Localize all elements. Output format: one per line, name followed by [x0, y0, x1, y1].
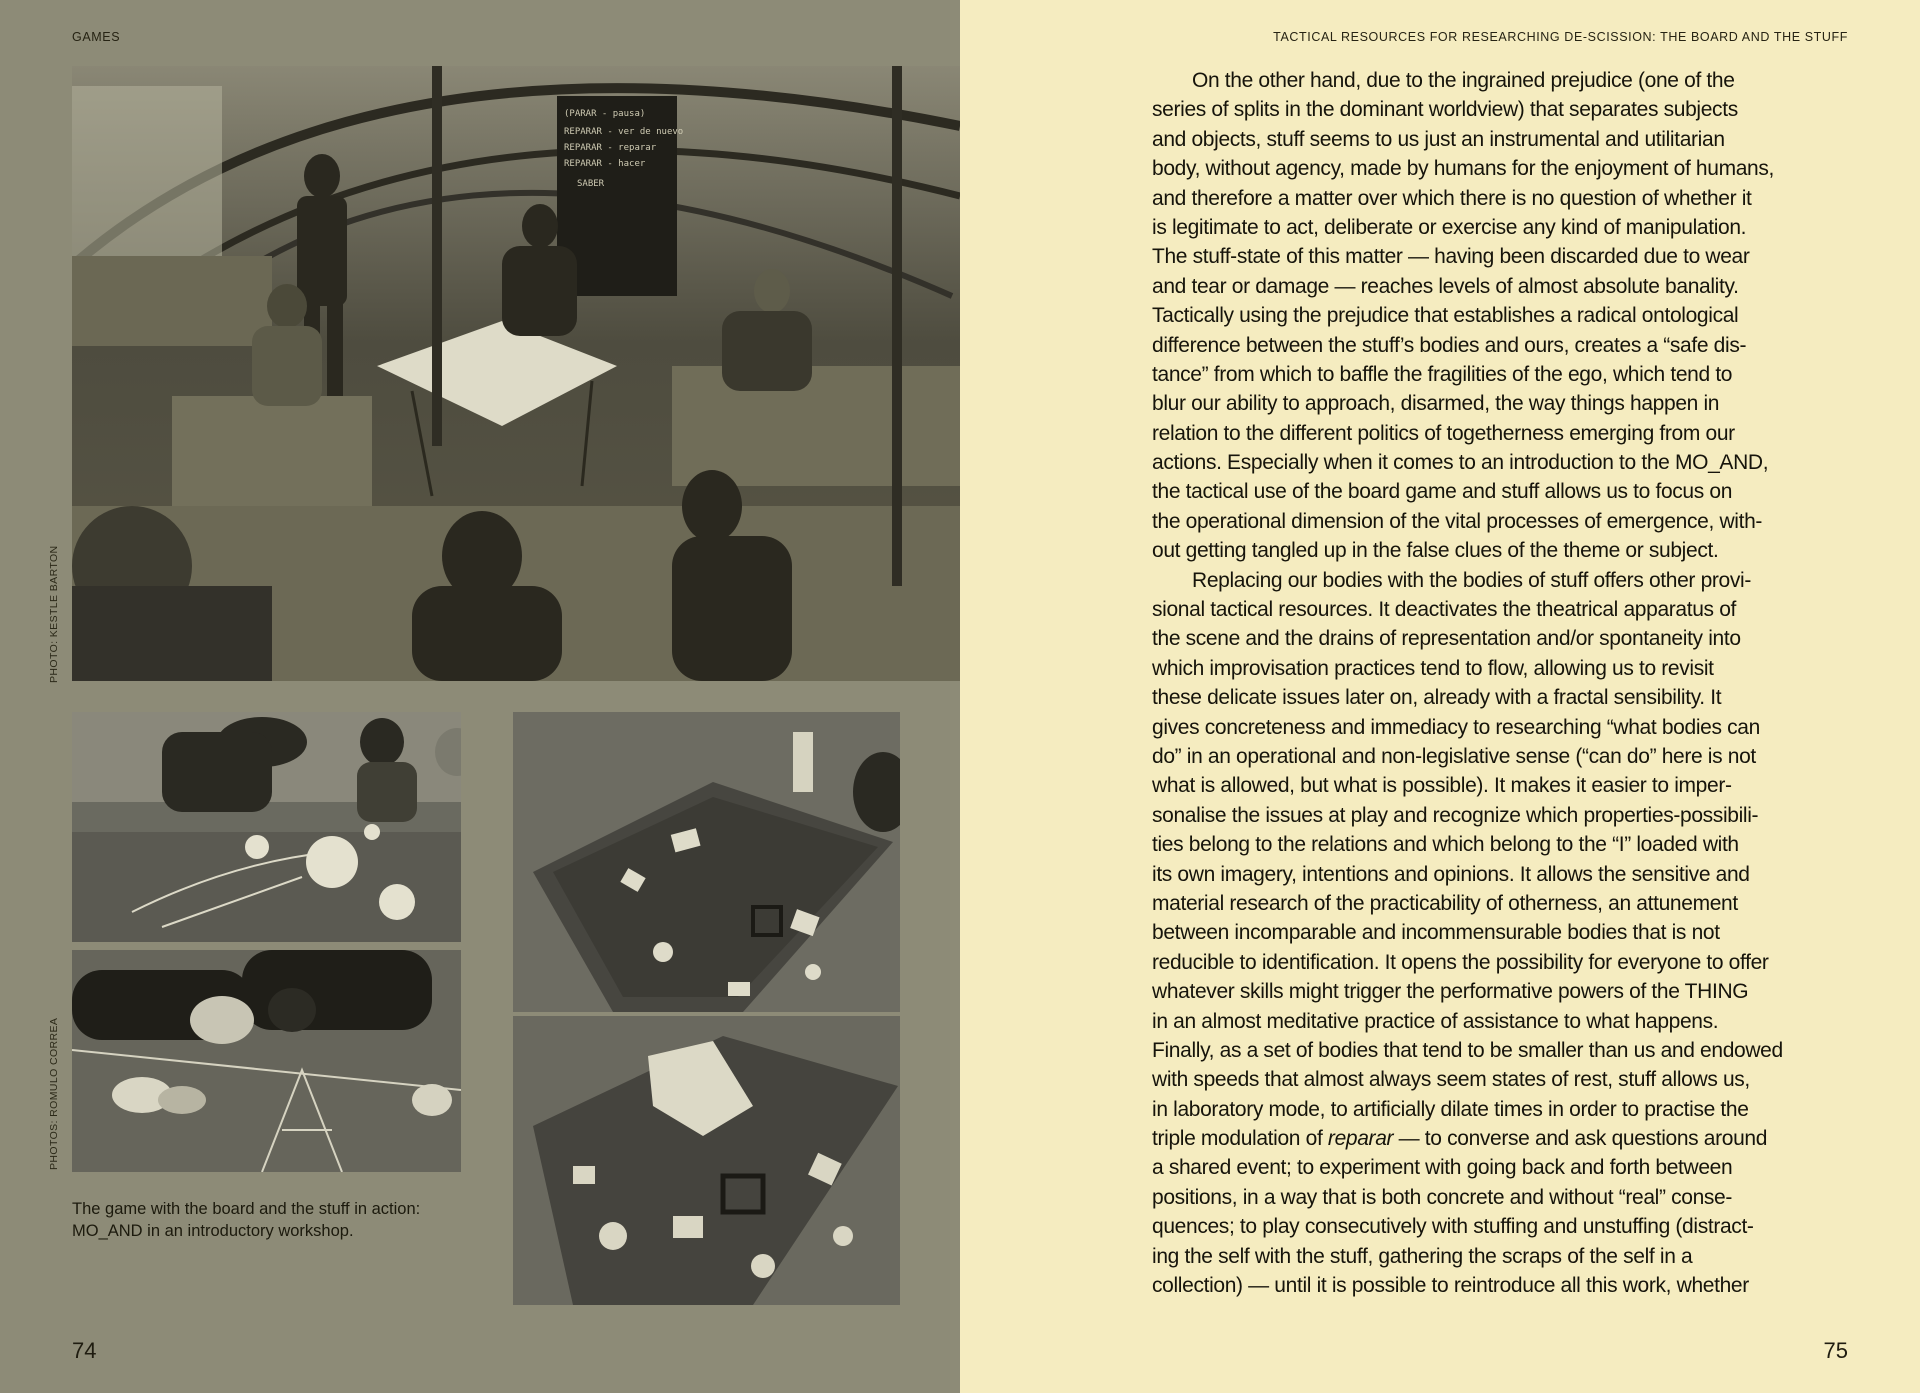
- reparar-pre: triple modulation of: [1152, 1127, 1328, 1151]
- body-line: On the other hand, due to the ingrained prejudice (one of the: [1192, 69, 1735, 92]
- body-line: reducible to identification. It opens the possibility for everyone to offer: [1152, 950, 1769, 974]
- body-line: sonalise the issues at play and recognize which properties-possibili-: [1152, 803, 1759, 827]
- body-line: the operational dimension of the vital processes of emergence, with-: [1152, 509, 1763, 533]
- body-line: these delicate issues later on, already with a fractal sensibility. It: [1152, 686, 1722, 710]
- body-line: actions. Especially when it comes to an introduction to the MO_AND,: [1152, 451, 1769, 475]
- body-line: a shared event; to experiment with going back and forth between: [1152, 1156, 1733, 1180]
- body-line: and tear or damage — reaches levels of almost absolute banality.: [1152, 274, 1739, 298]
- body-line: what is allowed, but what is possible). It makes it easier to imper-: [1152, 774, 1732, 798]
- body-line: its own imagery, intentions and opinions. It allows the sensitive and: [1152, 862, 1750, 886]
- body-line: is legitimate to act, deliberate or exercise any kind of manipulation.: [1152, 215, 1747, 239]
- photo-board-stuff-overhead-2-illustration: [513, 1016, 900, 1305]
- body-line: with speeds that almost always seem states of rest, stuff allows us,: [1152, 1068, 1750, 1092]
- body-line: quences; to play consecutively with stuffing and unstuffing (distract-: [1152, 1215, 1754, 1239]
- photo-caption: [72, 1198, 452, 1242]
- body-line: out getting tangled up in the false clues of the theme or subject.: [1152, 539, 1719, 563]
- photo-board-crouching: [72, 712, 461, 942]
- chalkboard-line-3: REPARAR - reparar: [564, 143, 657, 153]
- body-line: body, without agency, made by humans for the enjoyment of humans,: [1152, 157, 1775, 181]
- body-line: blur our ability to approach, disarmed, the way things happen in: [1152, 392, 1720, 416]
- body-line: do” in an operational and non-legislative sense (“can do” here is not: [1152, 744, 1756, 768]
- body-text: [1152, 66, 1862, 1300]
- body-line: the scene and the drains of representation and/or spontaneity into: [1152, 627, 1741, 651]
- photo-workshop-tent-illustration: [72, 66, 960, 681]
- photo-board-stuff-overhead-1: [513, 712, 900, 1012]
- photo-credit-top: PHOTO: KESTLE BARTON: [48, 545, 60, 683]
- chalkboard-line-4: REPARAR - hacer: [564, 159, 646, 169]
- photo-credit-bottom: PHOTOS: ROMULO CORREA: [48, 1017, 60, 1170]
- body-line: whatever skills might trigger the performative powers of the THING: [1152, 980, 1749, 1004]
- body-line: difference between the stuff’s bodies and ours, creates a “safe dis-: [1152, 333, 1747, 357]
- page-number-left: 74: [72, 1338, 97, 1363]
- body-line: between incomparable and incommensurable bodies that is not: [1152, 921, 1720, 945]
- running-head-right: TACTICAL RESOURCES FOR RESEARCHING DE-SCISSION: THE BOARD AND THE STUFF: [1273, 30, 1848, 44]
- body-line: relation to the different politics of togetherness emerging from our: [1152, 421, 1735, 445]
- right-page: [960, 0, 1920, 1393]
- body-line: Replacing our bodies with the bodies of stuff offers other provi-: [1192, 568, 1751, 592]
- body-line: collection) — until it is possible to reintroduce all this work, whether: [1152, 1274, 1749, 1298]
- body-line: positions, in a way that is both concrete and without “real” conse-: [1152, 1185, 1733, 1209]
- chalkboard-line-2: REPARAR - ver de nuevo: [564, 127, 684, 137]
- body-line: series of splits in the dominant worldview) that separates subjects: [1152, 98, 1738, 122]
- reparar-post: — to converse and ask questions around: [1393, 1127, 1768, 1151]
- body-line: the tactical use of the board game and stuff allows us to focus on: [1152, 480, 1733, 504]
- body-line: in laboratory mode, to artificially dilate times in order to practise the: [1152, 1097, 1749, 1121]
- body-line: sional tactical resources. It deactivates the theatrical apparatus of: [1152, 598, 1737, 622]
- body-line-reparar: [1152, 1124, 1862, 1153]
- body-line: ties belong to the relations and which belong to the “I” loaded with: [1152, 833, 1739, 857]
- body-line: which improvisation practices tend to flow, allowing us to revisit: [1152, 656, 1714, 680]
- photo-board-crouching-illustration: [72, 712, 461, 942]
- caption-line-2: MO_AND in an introductory workshop.: [72, 1222, 354, 1240]
- body-line: and therefore a matter over which there is no question of whether it: [1152, 186, 1752, 210]
- body-line: tance” from which to baffle the fragilities of the ego, which tend to: [1152, 362, 1733, 386]
- page-number-right: 75: [1823, 1338, 1848, 1363]
- body-line: The stuff-state of this matter — having been discarded due to wear: [1152, 245, 1750, 269]
- body-line: gives concreteness and immediacy to researching “what bodies can: [1152, 715, 1760, 739]
- photo-board-stuff-overhead-1-illustration: [513, 712, 900, 1012]
- chalkboard-line-1: (PARAR - pausa): [564, 109, 646, 119]
- body-line: Finally, as a set of bodies that tend to be smaller than us and endowed: [1152, 1038, 1783, 1062]
- chalkboard-line-5: SABER: [577, 179, 605, 189]
- caption-line-1: The game with the board and the stuff in action:: [72, 1200, 421, 1218]
- running-head-left: GAMES: [72, 30, 121, 44]
- photo-lying-on-floor-illustration: [72, 950, 461, 1172]
- photo-board-stuff-overhead-2: [513, 1016, 900, 1305]
- body-line: Tactically using the prejudice that establishes a radical ontological: [1152, 304, 1739, 328]
- photo-lying-on-floor: [72, 950, 461, 1172]
- photo-workshop-tent: [72, 66, 960, 681]
- reparar-italic: reparar: [1327, 1127, 1394, 1151]
- body-line: and objects, stuff seems to us just an instrumental and utilitarian: [1152, 127, 1725, 151]
- body-line: ing the self with the stuff, gathering the scraps of the self in a: [1152, 1244, 1693, 1268]
- body-line: in an almost meditative practice of assistance to what happens.: [1152, 1009, 1719, 1033]
- body-line: material research of the practicability of otherness, an attunement: [1152, 891, 1738, 915]
